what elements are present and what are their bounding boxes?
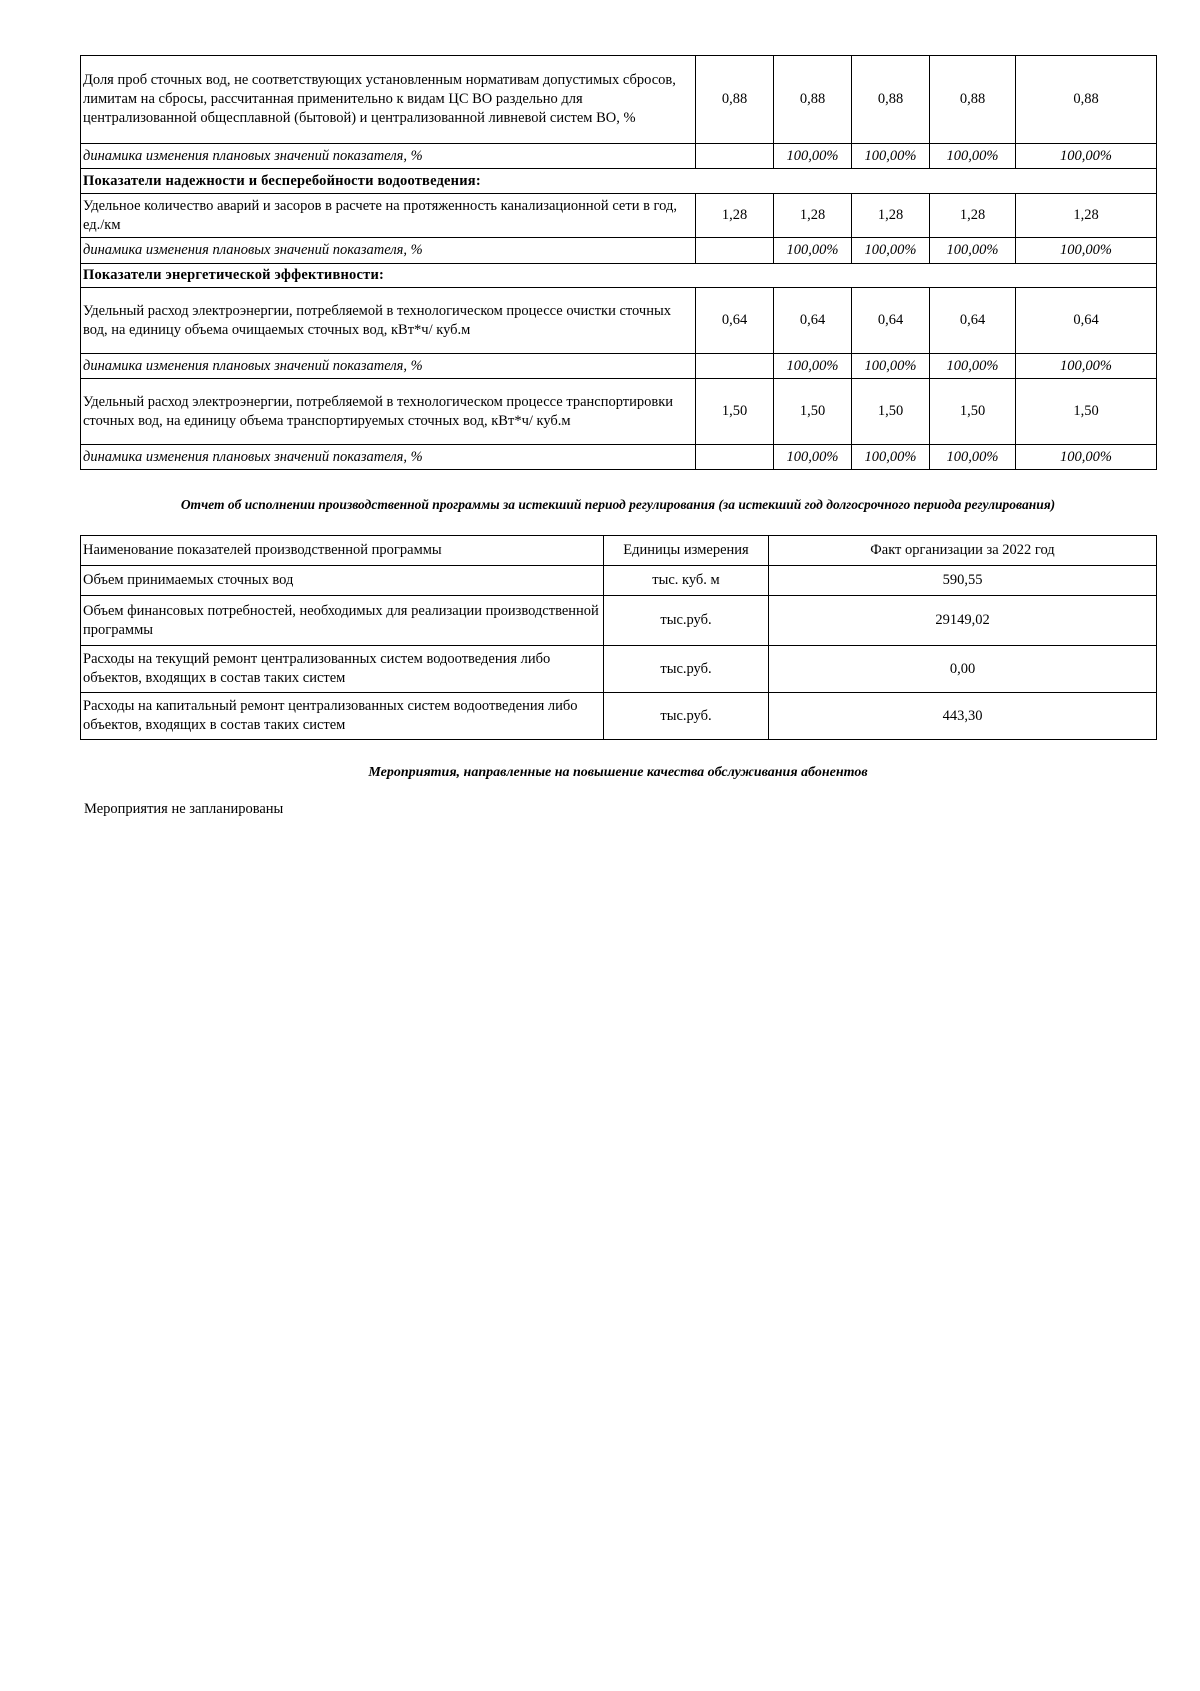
dynamics-value: 100,00%: [1016, 354, 1157, 379]
dynamics-value: 100,00%: [1016, 445, 1157, 470]
dynamics-value: 100,00%: [774, 238, 852, 264]
report-heading: Отчет об исполнении производственной программы за истекший период регулирования (за истекший год долгосрочного периода регулирования): [180, 497, 1056, 512]
dynamics-value: 100,00%: [930, 445, 1016, 470]
report-row-name: Расходы на текущий ремонт централизованных систем водоотведения либо объектов, входящих в состав таких систем: [81, 646, 604, 693]
indicator-value: 0,64: [1016, 288, 1157, 354]
indicator-value: 1,28: [930, 194, 1016, 238]
report-row-unit: тыс.руб.: [604, 596, 769, 646]
dynamics-value: [696, 445, 774, 470]
dynamics-value: [696, 354, 774, 379]
indicator-value: 0,88: [930, 56, 1016, 144]
dynamics-value: 100,00%: [1016, 144, 1157, 169]
table-row: [81, 379, 1157, 445]
report-row-unit: тыс. куб. м: [604, 566, 769, 596]
table-row: [81, 288, 1157, 354]
column-header-fact: Факт организации за 2022 год: [769, 536, 1157, 566]
indicator-value: 0,88: [852, 56, 930, 144]
indicator-value: 0,88: [1016, 56, 1157, 144]
table-row: [81, 445, 1157, 470]
dynamics-label: динамика изменения плановых значений показателя, %: [81, 238, 696, 264]
indicator-value: 0,64: [774, 288, 852, 354]
indicator-value: 0,64: [930, 288, 1016, 354]
report-row-fact: 443,30: [769, 693, 1157, 740]
indicator-value: 1,28: [852, 194, 930, 238]
table-row: [81, 264, 1157, 288]
dynamics-value: 100,00%: [852, 144, 930, 169]
report-table: [80, 535, 1157, 740]
report-row-unit: тыс.руб.: [604, 646, 769, 693]
dynamics-value: 100,00%: [852, 238, 930, 264]
indicator-value: 1,50: [774, 379, 852, 445]
table-row: [81, 354, 1157, 379]
indicators-table: [80, 55, 1157, 470]
report-row-name: Расходы на капитальный ремонт централизованных систем водоотведения либо объектов, входящих в состав таких систем: [81, 693, 604, 740]
report-row-fact: 0,00: [769, 646, 1157, 693]
dynamics-value: 100,00%: [1016, 238, 1157, 264]
table-row: [81, 646, 1157, 693]
table-header-row: [81, 536, 1157, 566]
table-row: [81, 194, 1157, 238]
dynamics-label: динамика изменения плановых значений показателя, %: [81, 144, 696, 169]
dynamics-value: 100,00%: [774, 354, 852, 379]
report-row-fact: 29149,02: [769, 596, 1157, 646]
indicator-value: 1,28: [774, 194, 852, 238]
section-heading: Показатели надежности и бесперебойности водоотведения:: [81, 169, 1157, 194]
indicator-value: 0,64: [696, 288, 774, 354]
column-header-unit: Единицы измерения: [604, 536, 769, 566]
dynamics-value: 100,00%: [930, 144, 1016, 169]
dynamics-value: [696, 144, 774, 169]
dynamics-value: 100,00%: [774, 144, 852, 169]
dynamics-value: 100,00%: [852, 445, 930, 470]
indicator-value: 0,88: [696, 56, 774, 144]
indicator-label: Доля проб сточных вод, не соответствующих установленным нормативам допустимых сбросов, лимитам на сбросы, рассчитанная применительно к видам ЦС ВО раздельно для централизованной общесплавной (бытовой) и централизованной ливневой систем ВО, %: [81, 56, 696, 144]
report-row-name: Объем принимаемых сточных вод: [81, 566, 604, 596]
table-row: [81, 56, 1157, 144]
dynamics-label: динамика изменения плановых значений показателя, %: [81, 354, 696, 379]
dynamics-value: [696, 238, 774, 264]
indicator-value: 0,88: [774, 56, 852, 144]
section-heading: Показатели энергетической эффективности:: [81, 264, 1157, 288]
dynamics-value: 100,00%: [774, 445, 852, 470]
indicator-label: Удельный расход электроэнергии, потребляемой в технологическом процессе транспортировки сточных вод, на единицу объема транспортируемых сточных вод, кВт*ч/ куб.м: [81, 379, 696, 445]
indicator-label: Удельный расход электроэнергии, потребляемой в технологическом процессе очистки сточных вод, на единицу объема очищаемых сточных вод, кВт*ч/ куб.м: [81, 288, 696, 354]
table-row: [81, 144, 1157, 169]
table-row: [81, 238, 1157, 264]
table-row: [81, 693, 1157, 740]
dynamics-value: 100,00%: [930, 238, 1016, 264]
indicator-value: 0,64: [852, 288, 930, 354]
indicator-value: 1,50: [1016, 379, 1157, 445]
report-row-name: Объем финансовых потребностей, необходимых для реализации производственной программы: [81, 596, 604, 646]
report-row-unit: тыс.руб.: [604, 693, 769, 740]
dynamics-value: 100,00%: [930, 354, 1016, 379]
table-row: [81, 169, 1157, 194]
indicator-value: 1,50: [696, 379, 774, 445]
dynamics-label: динамика изменения плановых значений показателя, %: [81, 445, 696, 470]
dynamics-value: 100,00%: [852, 354, 930, 379]
table-row: [81, 566, 1157, 596]
indicator-value: 1,50: [852, 379, 930, 445]
indicator-label: Удельное количество аварий и засоров в расчете на протяженность канализационной сети в год, ед./км: [81, 194, 696, 238]
indicator-value: 1,28: [696, 194, 774, 238]
report-row-fact: 590,55: [769, 566, 1157, 596]
events-heading: Мероприятия, направленные на повышение качества обслуживания абонентов: [368, 765, 868, 780]
indicator-value: 1,50: [930, 379, 1016, 445]
table-row: [81, 596, 1157, 646]
events-text: Мероприятия не запланированы: [84, 801, 284, 817]
indicator-value: 1,28: [1016, 194, 1157, 238]
column-header-name: Наименование показателей производственной программы: [81, 536, 604, 566]
